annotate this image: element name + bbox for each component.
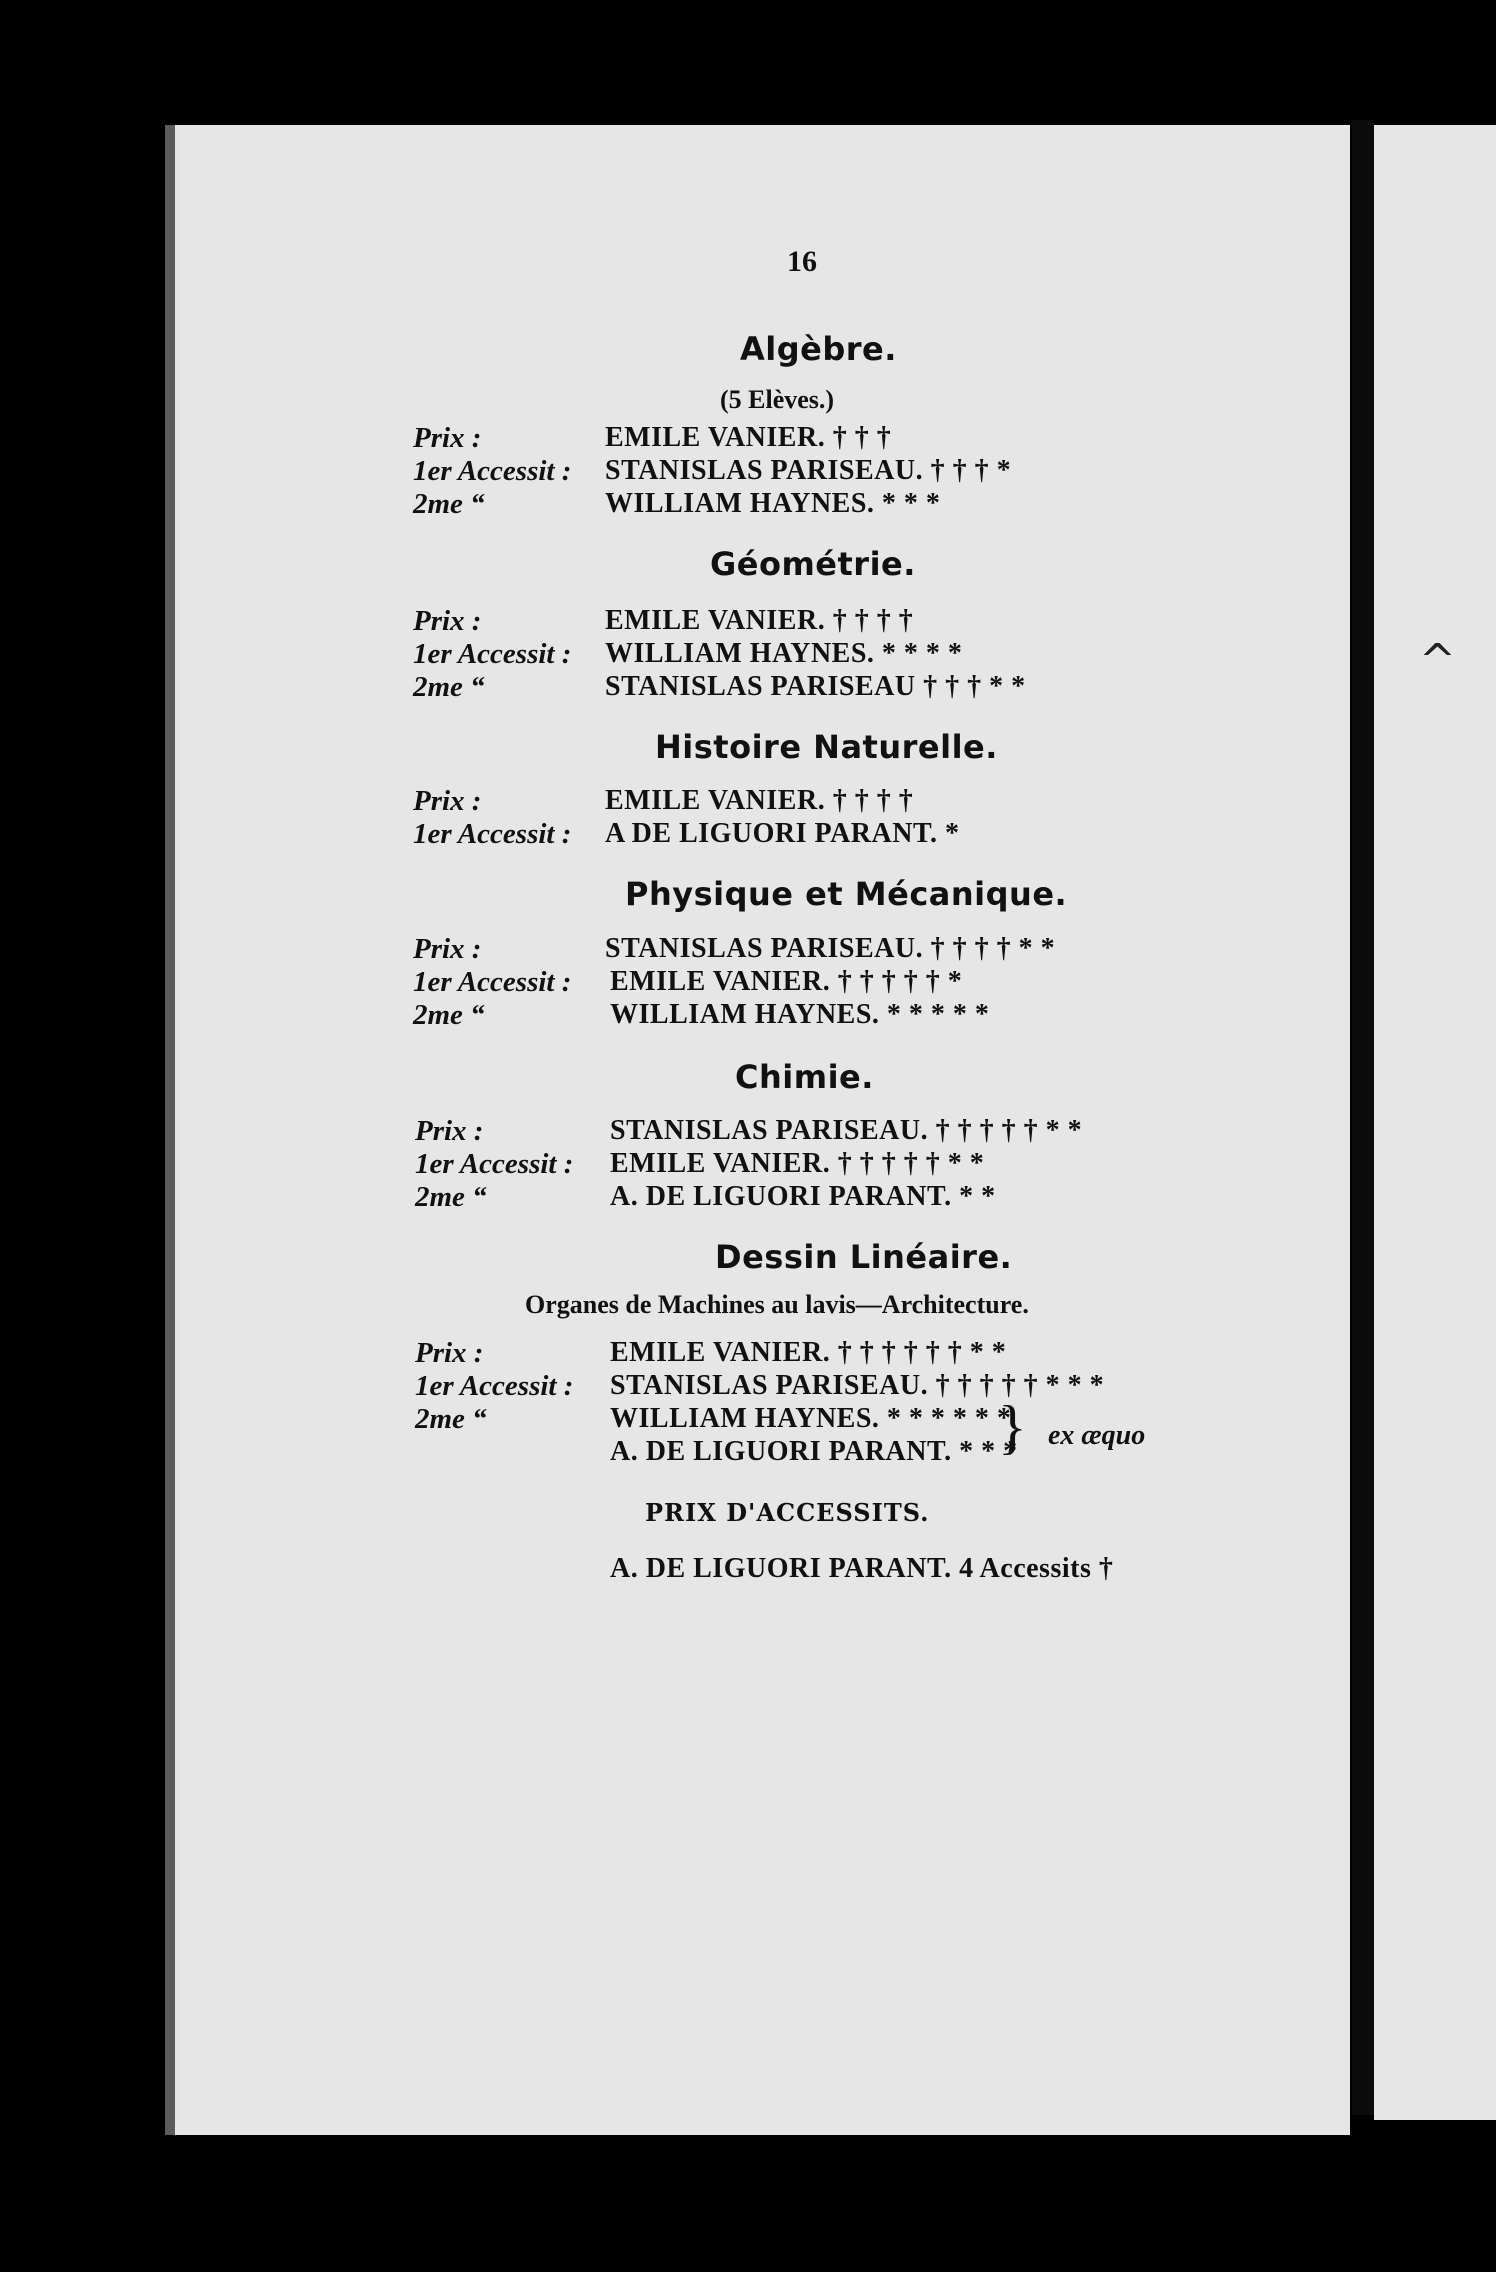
row-label: 2me “	[415, 1181, 487, 1213]
row-name: STANISLAS PARISEAU. † † † *	[605, 455, 1012, 486]
section-title-chimie: Chimie.	[735, 1058, 874, 1096]
row-label: Prix :	[413, 785, 482, 817]
row-label: Prix :	[413, 605, 482, 637]
row-name: EMILE VANIER. † † † † † * *	[610, 1148, 985, 1179]
row-name: A. DE LIGUORI PARANT. * * *	[610, 1436, 1018, 1467]
row-label: 2me “	[413, 488, 485, 520]
section-title-prix-accessits: PRIX D'ACCESSITS.	[645, 1498, 930, 1527]
row-label: 1er Accessit :	[415, 1148, 574, 1180]
section-title-algebre: Algèbre.	[740, 330, 897, 368]
page-number: 16	[787, 245, 817, 278]
section-subtitle-algebre: (5 Elèves.)	[720, 385, 835, 414]
row-name: STANISLAS PARISEAU. † † † † † * *	[610, 1115, 1083, 1146]
row-label: 2me “	[413, 999, 485, 1031]
row-name: STANISLAS PARISEAU. † † † † * *	[605, 933, 1056, 964]
row-name: EMILE VANIER. † † †	[605, 422, 892, 453]
caret-mark-icon: ^	[1419, 635, 1456, 686]
row-label: 1er Accessit :	[415, 1370, 574, 1402]
row-label: Prix :	[415, 1337, 484, 1369]
row-name: A. DE LIGUORI PARANT. * *	[610, 1181, 996, 1212]
row-name: STANISLAS PARISEAU † † † * *	[605, 671, 1026, 702]
section-title-physique: Physique et Mécanique.	[625, 875, 1068, 913]
page-spine	[1352, 120, 1374, 2115]
section-title-geometrie: Géométrie.	[710, 545, 916, 583]
row-name: A DE LIGUORI PARANT. *	[605, 818, 960, 849]
row-label: 1er Accessit :	[413, 966, 572, 998]
row-name: WILLIAM HAYNES. * * *	[605, 488, 941, 519]
row-name: STANISLAS PARISEAU. † † † † † * * *	[610, 1370, 1105, 1401]
ex-aequo-brace: }	[998, 1394, 1027, 1460]
row-name: EMILE VANIER. † † † †	[605, 785, 914, 816]
adjacent-page-edge	[1374, 125, 1496, 2120]
section-title-dessin: Dessin Linéaire.	[715, 1238, 1013, 1276]
row-name: EMILE VANIER. † † † † † *	[610, 966, 963, 997]
row-name: WILLIAM HAYNES. * * * * *	[610, 999, 990, 1030]
row-name: WILLIAM HAYNES. * * * *	[605, 638, 963, 669]
row-label: 2me “	[413, 671, 485, 703]
section-title-histoire: Histoire Naturelle.	[655, 728, 998, 766]
row-label: 1er Accessit :	[413, 638, 572, 670]
prix-accessits-line: A. DE LIGUORI PARANT. 4 Accessits †	[610, 1553, 1114, 1584]
row-label: Prix :	[413, 933, 482, 965]
row-label: 1er Accessit :	[413, 818, 572, 850]
section-subtitle-dessin: Organes de Machines au lavis—Architecture.	[525, 1290, 1029, 1319]
row-name: EMILE VANIER. † † † †	[605, 605, 914, 636]
ex-aequo-label: ex æquo	[1048, 1420, 1146, 1451]
row-label: Prix :	[413, 422, 482, 454]
row-name: WILLIAM HAYNES. * * * * * *	[610, 1403, 1012, 1434]
document-page	[165, 125, 1350, 2135]
row-label: 1er Accessit :	[413, 455, 572, 487]
row-label: Prix :	[415, 1115, 484, 1147]
row-name: EMILE VANIER. † † † † † † * *	[610, 1337, 1007, 1368]
row-label: 2me “	[415, 1403, 487, 1435]
